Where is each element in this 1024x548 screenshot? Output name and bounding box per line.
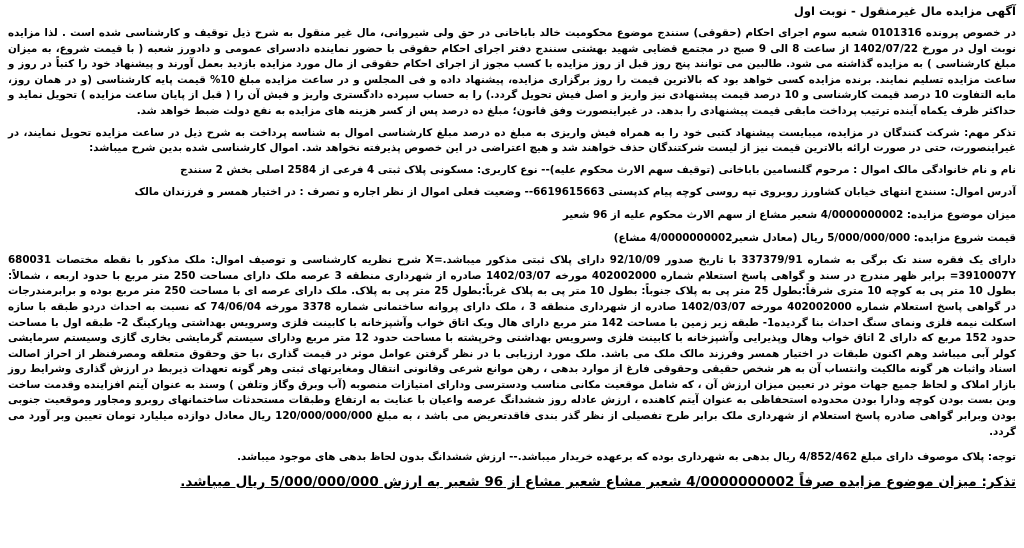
- important-notice-paragraph: تذکر مهم: شرکت کنندگان در مزایده، میبایست پیشنهاد کتبی خود را به همراه فیش واریزی به مبلغ ده درصد مبلغ کارشناسی اموال به شناسه پرداخت به شرح ذیل در ساعت مزایده تحویل نمایند، در غیراینصورت، حتی در صورت ارائه بالاترین قیمت نیز از لیست شرکتندگان حذف خواهند شد و هیچ اعتراضی در این خصوص پذیرفته نخواهد شد. اموال کارشناسی شده بدین شرح میباشد:: [8, 126, 1016, 155]
- debt-note: توجه: پلاک موصوف دارای مبلغ 4/852/462 ریال بدهی به شهرداری بوده که برعهده خریدار میباشد.-- ارزش ششدانگ بدون لحاظ بدهی های موجود میباشد.: [237, 451, 1016, 464]
- owner-line: نام و نام خانوادگی مالک اموال : مرحوم گلنسامین باباخانی (توقیف سهم الارث محکوم علیه)-- نوع کاربری: مسکونی پلاک ثبتی 4 فرعی از 2584 اصلی بخش 2 سنندج: [180, 163, 1016, 176]
- address-line: آدرس اموال: سنندج انتهای خیابان کشاورز روبروی تپه روسی کوچه پیام کدپستی 6619615663-- وضعیت فعلی اموال از نظر اجاره و تصرف : در اختیار همسر و فرزندان مالک: [134, 186, 1016, 199]
- starting-price-line: قیمت شروع مزایده: 5/000/000/000 ریال (معادل شعیر4/0000000002 مشاع): [613, 231, 1016, 244]
- subject-line: میزان موضوع مزایده: 4/0000000002 شعیر مشاع از سهم الارث محکوم علیه از 96 شعیر: [562, 208, 1016, 221]
- footer-reminder: تذکر: میزان موضوع مزایده صرفاً 4/0000000002 شعیر مشاع شعیر مشاع از 96 شعیر به ارزش 5/000/000/000 ریال میباشد.: [180, 473, 1016, 490]
- property-description-paragraph: دارای یک فقره سند تک برگی به شماره 337379/91 با تاریخ صدور 92/10/09 دارای پلاک ثبتی مذکور میباشد.=X شرح نظریه کارشناسی و توصیف اموال: ملک مذکور با نقطه مختصات 680031 3910007Y= برابر ظهر مندرج در سند و گواهی پاسخ استعلام شماره 402002000 مورخه 1402/03/07 صادره از شهرداری منطقه 3 عرصه ملک دارای مساحت 250 متر مربع با حدود اربعه ، شمالاً: بطول 10 متر پی به کوچه 10 متری شرقاً:بطول 25 متر پی به پلاک جنوباً: بطول 10 متر پی به پلاک غرباً:بطول 25 متر پی به پلاک. ملک دارای عرصه ای با مساحت 250 متر مربع بوده و برابرمندرجات در گواهی پاسخ استعلام شماره 402002000 مورخه 1402/03/07 صادره از شهرداری منطقه 3 ، ملک دارای پروانه ساختمانی شماره 3378 مورخه 74/06/04 که نسبت به احداث دردو طبقه با سازه اسکلت نیمه فلزی ونمای سنگ احداث بنا گردیده1- طبقه زیر زمین با مساحت 142 متر مربع دارای هال ویک اتاق خواب وآشپزخانه با کابینت فلزی وسرویس بهداشتی وپارکینگ 2- طبقه اول با مساحت حدود 152 مربع که دارای 2 اتاق خواب وهال وپذیرایی وآشپزخانه با کابینت فلزی وسرویس بهداشتی وخرپشته با مساحت حدود 12 متر مربع ودارای سیستم گرمایشی بخاری گازی وسیستم سرمایشی کولر آبی میباشد وهم اکنون طبقات در اختیار همسر وفرزند مالک ملک می باشد. ملک مورد ارزیابی با در نظر گرفتن عوامل موثر در قیمت گذاری ،با حق وحقوق متعلقه ومصرفنظر از احراز اصالت اسناد واثبات هر گونه مالکیت وانتساب آن به هر شخص حقیقی وحقوقی فارغ از موارد بدهی ، رهن موانع شرعی وقانونی انتقال ومغایرتهای ثبتی وهر گونه تعهدات ذیربط در ارزش گذاری وشرایط روز بازار املاک و لحاظ جمیع جهات موثر در تعیین میزان ارزش آن ، که شامل موقعیت مکانی مناسب ودسترسی ودارای امتیازات منصوبه (آب وبرق وگاز وتلفن ) وسند به عنوان آیتم افزاینده وقدمت ساخت وبن بست بودن کوچه ودارا بودن محدوده استحفاظی به عنوان آیتم کاهنده ، ارزش عادله روز ششدانگ عرصه واعیان با عنایت به ارتفاع وطبقات مستحدثات ساختمانهای روبرو ومجاور وموقعیت جنوبی بودن وبرابر گواهی صادره پاسخ استعلام از شهرداری ملک برابر طرح تفصیلی از نظر گذر بندی فاقدتعریض می باشد ، به مبلغ 120/000/000/000 ریال معادل دوازده میلیارد تومان تعیین وبر آورد می گردد.: [8, 254, 1017, 438]
- notice-title: آگهی مزایده مال غیرمنقول - نوبت اول: [793, 4, 1016, 18]
- intro-paragraph: در خصوص پرونده 0101316 شعبه سوم اجرای احکام (حقوقی) سنندج موضوع محکومیت خالد باباخانی در حق ولی شیروانی، مال غیر منقول به شرح ذیل توقیف و کارشناسی شده است . لذا مزایده نوبت اول در مورخ 1402/07/22 از ساعت 8 الی 9 صبح در مجتمع قضایی شهید بهشتی سنندج دفتر اجرای احکام حقوقی با حضور نماینده دادسرای عمومی و دادورز شعبه ( با قیمت شروع، به میزان مبلغ کارشناسی ) به مزایده گذاشته می شود. طالبین می توانند پنج روز قبل از روز مزایده با کسب مجوز از اجرای احکام حقوقی از مال مورد مزایده بازدید بعمل آورند و پیشنهاد خود را کتباً در روز و ساعت مزایده تسلیم نمایند. برنده مزایده کسی خواهد بود که بالاترین قیمت را روز برگزاری مزایده، پیشنهاد داده و فی المجلس و در ساعت مزایده مبلغ 10% قیمت پایه کارشناسی (و در همان روز، مابه التفاوت 10 درصد قیمت کارشناسی و 10 درصد قیمت پیشنهادی نیز واریز و اصل فیش تحویل گردد.) را به حساب سپرده دادگستری واریز و فیش آن را ( قبل از پایان ساعت مزایده ) تحویل نماید و حداکثر ظرف یکماه آینده ترتیب پرداخت مابقی قیمت پیشنهادی را بدهد. در غیراینصورت وفق قانون؛ مبلغ ده درصد پس از کسر هزینه های مزایده به نفع دولت ضبط خواهد شد.: [8, 27, 1017, 117]
